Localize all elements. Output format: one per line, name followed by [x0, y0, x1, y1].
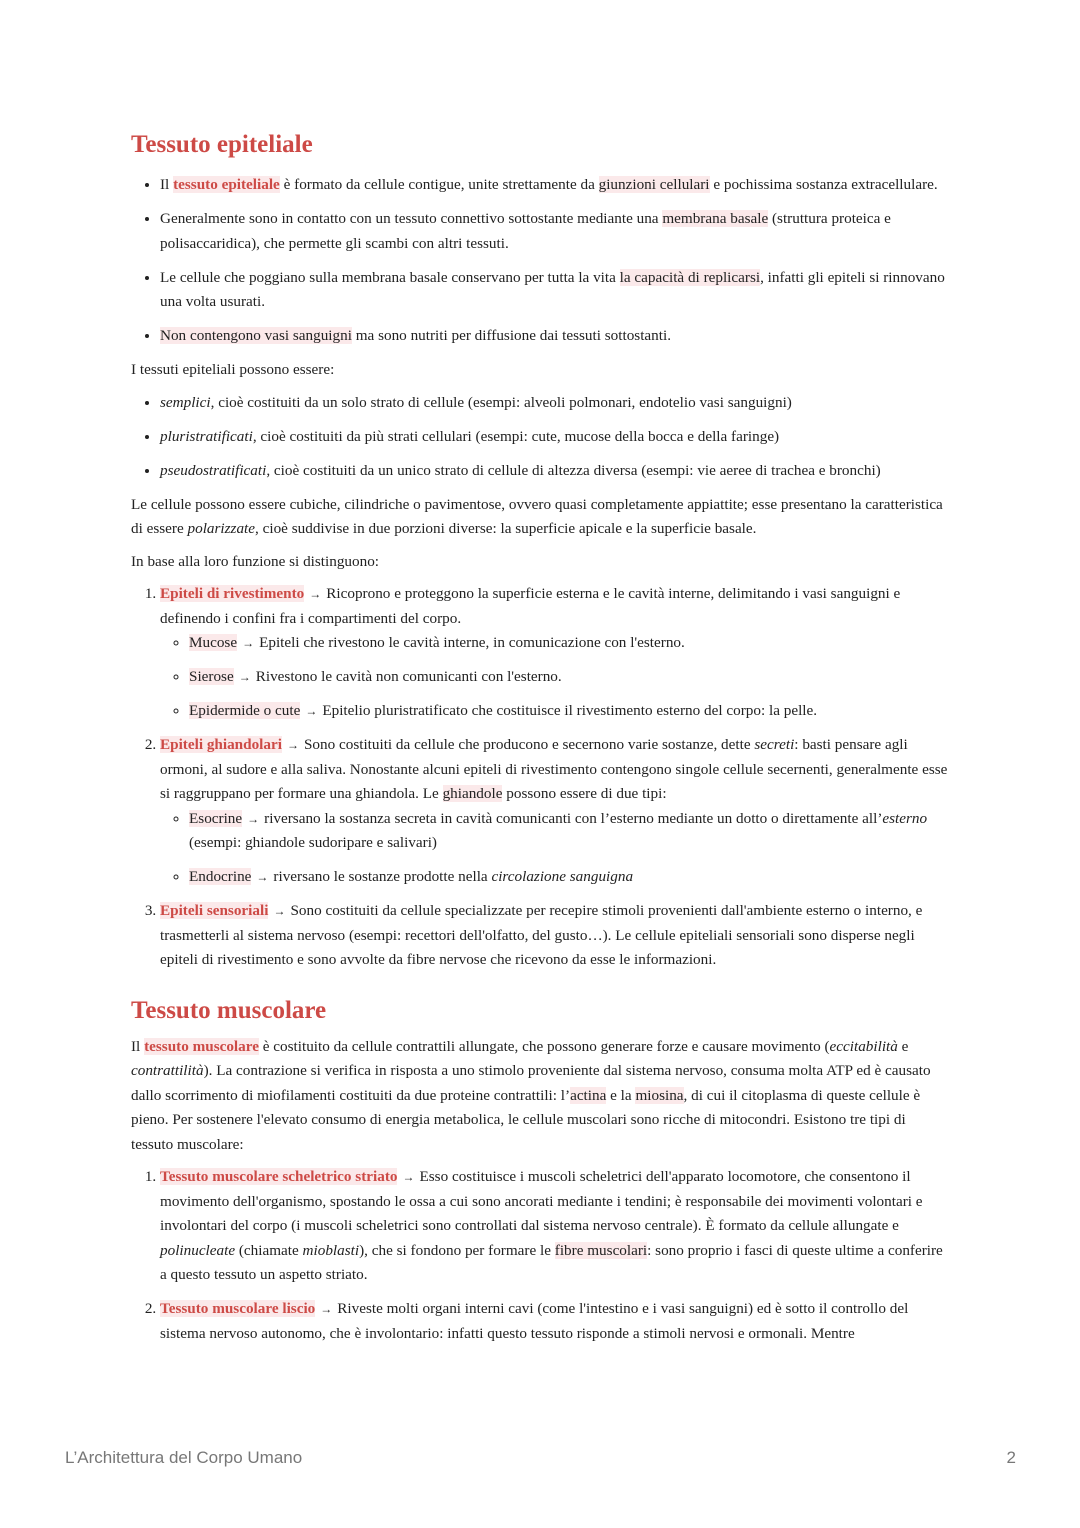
- list-item: ◦ Sierose → Rivestono le cavità non comunicanti con l'esterno.: [189, 665, 951, 690]
- epithelial-types-list: [131, 391, 951, 484]
- list-item: • pluristratificati, cioè costituiti da più strati cellulari (esempi: cute, mucose della bocca e della faringe): [160, 425, 951, 450]
- list-item: 1. Tessuto muscolare scheletrico striato → Esso costituisce i muscoli scheletrici dell'apparato locomotore, che consentono il movimento dell'organismo, spostando le ossa a cui sono ancorati mediante i tendini; è responsabile dei movimenti volontari e involontari del corpo (i muscoli scheletrici sono controllati dal sistema nervoso centrale). È formato da cellule allungate e polinucleate (chiamate mioblasti), che si fondono per formare le fibre muscolari: sono proprio i fasci di queste ultime a conferire a questo tessuto un aspetto striato.: [160, 1165, 951, 1288]
- arrow-icon: →: [309, 587, 322, 601]
- arrow-icon: →: [305, 704, 318, 718]
- list-item: • Il tessuto epiteliale è formato da cellule contigue, unite strettamente da giunzioni cellulari e pochissima sostanza extracellulare.: [160, 173, 951, 198]
- list-item: 2. Tessuto muscolare liscio → Riveste molti organi interni cavi (come l'intestino e i vasi sanguigni) ed è sotto il controllo del sistema nervoso autonomo, che è involontario: infatti questo tessuto risponde a stimoli nervosi e ormonali. Mentre: [160, 1297, 951, 1346]
- arrow-icon: →: [247, 811, 260, 826]
- list-item: ◦ Esocrine → riversano la sostanza secreta in cavità comunicanti con l’esterno mediante un dotto o direttamente all’esterno (esempi: ghiandole sudoripare e salivari): [189, 807, 951, 856]
- paragraph: Le cellule possono essere cubiche, cilindriche o pavimentose, ovvero quasi completamente appiattite; esse presentano la caratteristica di essere polarizzate, cioè suddivise in due porzioni diverse: la superficie apicale e la superficie basale.: [131, 495, 943, 537]
- list-item: ◦ Endocrine → riversano le sostanze prodotte nella circolazione sanguigna: [189, 865, 951, 890]
- list-item: • Non contengono vasi sanguigni ma sono nutriti per diffusione dai tessuti sottostanti.: [160, 324, 951, 349]
- list-item: • Generalmente sono in contatto con un tessuto connettivo sottostante mediante una membrana basale (struttura proteica e polisaccaridica), che permette gli scambi con altri tessuti.: [160, 207, 951, 256]
- footer-document-title: L’Architettura del Corpo Umano: [65, 1448, 303, 1467]
- list-item: ◦ Mucose → Epiteli che rivestono le cavità interne, in comunicazione con l'esterno.: [189, 631, 951, 656]
- list-item: 3. Epiteli sensoriali → Sono costituiti da cellule specializzate per recepire stimoli provenienti dall'ambiente esterno o interno, e trasmetterli al sistema nervoso (esempi: recettori dell'olfatto, del gusto…). Le cellule epiteliali sensoriali sono disperse negli epiteli di rivestimento e sono avvolte da fibre nervose che ricevono da esse le informazioni.: [160, 899, 951, 973]
- sub-list: [160, 631, 951, 724]
- list-item: • Le cellule che poggiano sulla membrana basale conservano per tutta la vita la capacità di replicarsi, infatti gli epiteli si rinnovano una volta usurati.: [160, 266, 951, 315]
- page-number: 2: [1006, 1448, 1016, 1467]
- muscle-types-list: [131, 1165, 951, 1346]
- list-item: ◦ Epidermide o cute → Epitelio pluristratificato che costituisce il rivestimento esterno del corpo: la pelle.: [189, 699, 951, 724]
- list-item: • pseudostratificati, cioè costituiti da un unico strato di cellule di altezza diversa (esempi: vie aeree di trachea e bronchi): [160, 459, 951, 484]
- paragraph: Il tessuto muscolare è costituito da cellule contrattili allungate, che possono generare forze e causare movimento (eccitabilità e contrattilità). La contrazione si verifica in risposta a uno stimolo proveniente dal sistema nervoso, consuma molta ATP ed è causato dallo scorrimento di miofilamenti costituiti da due proteine contrattili: l’actina e la miosina, di cui il citoplasma di queste cellule è pieno. Per sostenere l'elevato consumo di energia metabolica, le cellule muscolari sono ricche di mitocondri. Esistono tre tipi di tessuto muscolare:: [131, 1037, 931, 1153]
- epithelial-function-list: [131, 582, 951, 973]
- page-content: [131, 127, 951, 1356]
- arrow-icon: →: [402, 1170, 415, 1184]
- list-item: 1. Epiteli di rivestimento → Ricoprono e proteggono la superficie esterna e le cavità interne, delimitando i vasi sanguigni e definendo i confini fra i compartimenti del corpo. ◦ Mucose → Epiteli che rivestono le cavità interne, in comunicazione con l'esterno. ◦ Sierose → Rivestono le cavità non comunicanti con l'esterno. ◦ Epidermide o cute → Epitelio pluristratificato che costituisce il rivestimento esterno del corpo: la pelle.: [160, 582, 951, 724]
- list-item: 2. Epiteli ghiandolari → Sono costituiti da cellule che producono e secernono varie sostanze, dette secreti: basti pensare agli ormoni, al sudore e alla saliva. Nonostante alcuni epiteli di rivestimento contengono singole cellule secernenti, generalmente esse si raggruppano per formare una ghiandola. Le ghiandole possono essere di due tipi: ◦ Esocrine → riversano la sostanza secreta in cavità comunicanti con l’esterno mediante un dotto o direttamente all’esterno (esempi: ghiandole sudoripare e salivari) ◦ Endocrine → riversano le sostanze prodotte nella circolazione sanguigna: [160, 733, 951, 890]
- paragraph: I tessuti epiteliali possono essere:: [131, 361, 335, 378]
- section-title-muscle: Tessuto muscolare: [131, 996, 327, 1024]
- arrow-icon: →: [286, 738, 299, 752]
- arrow-icon: →: [320, 1302, 333, 1316]
- sub-list: [160, 807, 951, 890]
- epithelial-properties-list: [131, 173, 951, 349]
- paragraph: In base alla loro funzione si distinguono:: [131, 552, 380, 570]
- arrow-icon: →: [273, 904, 286, 918]
- section-title-epithelial: Tessuto epiteliale: [131, 131, 313, 158]
- arrow-icon: →: [238, 670, 251, 684]
- arrow-icon: →: [242, 636, 255, 650]
- arrow-icon: →: [256, 870, 269, 884]
- list-item: • semplici, cioè costituiti da un solo strato di cellule (esempi: alveoli polmonari, endotelio vasi sanguigni): [160, 391, 951, 416]
